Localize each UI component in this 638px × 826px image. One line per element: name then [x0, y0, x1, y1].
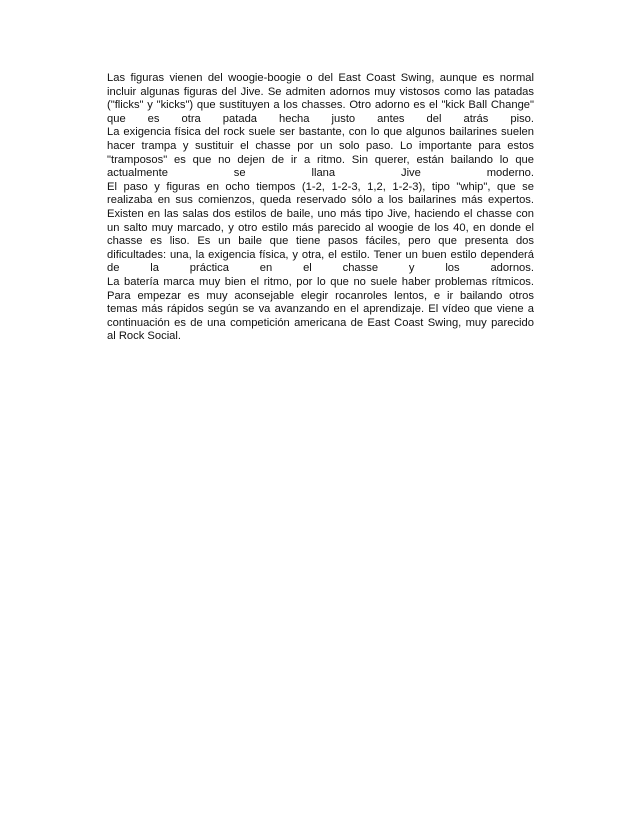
text-line: Las figuras vienen del woogie-boogie o del East Coast Swing, aunque es normal — [107, 72, 534, 84]
text-line: de la práctica en el chasse y los adornos. — [107, 262, 534, 275]
text-line: al Rock Social. — [107, 330, 181, 343]
text-line: un salto muy marcado, y otro estilo más parecido al woogie de los 40, en donde el — [107, 221, 534, 234]
text-line: Existen en las salas dos estilos de baile, uno más tipo Jive, haciendo el chasse con — [107, 207, 534, 220]
text-line: continuación es de una competición americana de East Coast Swing, muy parecido — [107, 316, 534, 329]
text-line: ("flicks" y "kicks") que sustituyen a los chasses. Otro adorno es el "kick Ball Change" — [107, 99, 534, 112]
text-line: incluir algunas figuras del Jive. Se admiten adornos muy vistosos como las patadas — [107, 85, 534, 98]
text-line: temas más rápidos según se va avanzando en el aprendizaje. El vídeo que viene a — [107, 303, 534, 316]
text-line: actualmente se llana Jive moderno. — [107, 167, 534, 180]
text-line: Para empezar es muy aconsejable elegir rocanroles lentos, e ir bailando otros — [107, 289, 534, 302]
body-text — [107, 72, 534, 344]
text-line: dificultades: una, la exigencia física, y otra, el estilo. Tener un buen estilo dependerá — [107, 248, 534, 261]
text-line: realizaba en sus comienzos, queda reservado sólo a los bailarines más expertos. — [107, 194, 534, 207]
text-line: hacer trampa y sustituir el chasse por un solo paso. Lo importante para estos — [107, 139, 534, 152]
text-line: El paso y figuras en ocho tiempos (1-2, 1-2-3, 1,2, 1-2-3), tipo "whip", que se — [107, 180, 534, 193]
text-line: "tramposos" es que no dejen de ir a ritmo. Sin querer, están bailando lo que — [107, 153, 534, 166]
text-line: chasse es liso. Es un baile que tiene pasos fáciles, pero que presenta dos — [107, 235, 534, 248]
text-line: La exigencia física del rock suele ser bastante, con lo que algunos bailarines suelen — [107, 126, 534, 139]
text-line: que es otra patada hecha justo antes del atrás piso. — [107, 112, 534, 125]
text-line: La batería marca muy bien el ritmo, por lo que no suele haber problemas rítmicos. — [107, 275, 534, 288]
